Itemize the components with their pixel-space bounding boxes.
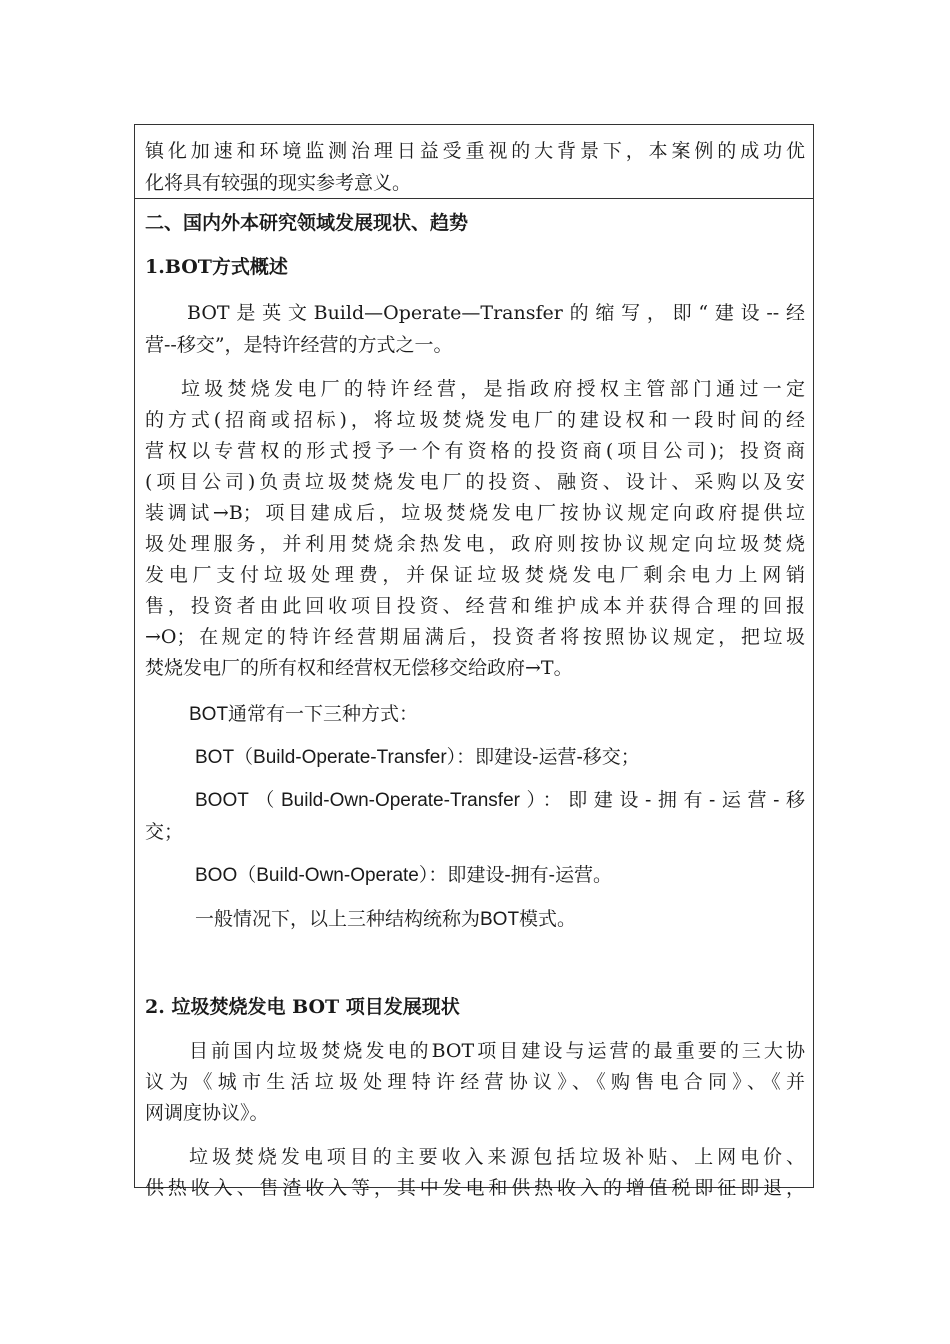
paragraph-line: 营权以专营权的形式授予一个有资格的投资商(项目公司)；投资商 [145, 440, 805, 462]
intro-line: 化将具有较强的现实参考意义。 [145, 172, 412, 194]
paragraph-line: 营--移交”，是特许经营的方式之一。 [145, 334, 453, 356]
paragraph-line: 议为《城市生活垃圾处理特许经营协议》、《购售电合同》、《并 [145, 1071, 805, 1093]
paragraph-line: 的方式(招商或招标)，将垃圾焚烧发电厂的建设权和一段时间的经 [145, 409, 805, 431]
mode-item: 交； [145, 822, 184, 843]
content-table [134, 124, 814, 1199]
paragraph-line: BOT是英文Build—Operate—Transfer的缩写，即“建设--经 [187, 302, 805, 324]
paragraph-line: 发电厂支付垃圾处理费，并保证垃圾焚烧发电厂剩余电力上网销 [145, 564, 805, 586]
paragraph-line: 装调试→B；项目建成后，垃圾焚烧发电厂按协议规定向政府提供垃 [145, 502, 805, 524]
mode-item: BOT（Build-Operate-Transfer）：即建设-运营-移交； [195, 747, 640, 768]
paragraph-line: (项目公司)负责垃圾焚烧发电厂的投资、融资、设计、采购以及安 [145, 471, 805, 493]
paragraph-line: 供热收入、售渣收入等，其中发电和供热收入的增值税即征即退， [145, 1177, 805, 1199]
mode-item: BOO（Build-Own-Operate）：即建设-拥有-运营。 [195, 865, 613, 886]
paragraph-line: 圾处理服务，并利用焚烧余热发电，政府则按协议规定向垃圾焚烧 [145, 533, 805, 555]
intro-line: 镇化加速和环境监测治理日益受重视的大背景下，本案例的成功优 [145, 140, 805, 162]
paragraph-line: 垃圾焚烧发电项目的主要收入来源包括垃圾补贴、上网电价、 [189, 1146, 805, 1168]
paragraph-line: 焚烧发电厂的所有权和经营权无偿移交给政府→T。 [145, 657, 573, 679]
modes-intro: BOT通常有一下三种方式： [189, 704, 419, 725]
subsection-heading: 2. 垃圾焚烧发电 BOT 项目发展现状 [145, 996, 460, 1018]
subsection-heading: 1.BOT方式概述 [145, 256, 288, 278]
paragraph-line: 网调度协议》。 [145, 1102, 269, 1124]
paragraph-line: →O；在规定的特许经营期届满后，投资者将按照协议规定，把垃圾 [145, 626, 805, 648]
section-heading: 二、国内外本研究领域发展现状、趋势 [145, 212, 469, 234]
mode-item: BOOT（Build-Own-Operate-Transfer）：即建设-拥有-运营-移 [195, 790, 805, 811]
summary-line: 一般情况下，以上三种结构统称为BOT模式。 [195, 909, 577, 930]
paragraph-line: 垃圾焚烧发电厂的特许经营，是指政府授权主管部门通过一定 [181, 378, 805, 400]
paragraph-line: 目前国内垃圾焚烧发电的BOT项目建设与运营的最重要的三大协 [189, 1040, 805, 1062]
intro-cell [135, 125, 813, 199]
paragraph-line: 售，投资者由此回收项目投资、经营和维护成本并获得合理的回报 [145, 595, 805, 617]
